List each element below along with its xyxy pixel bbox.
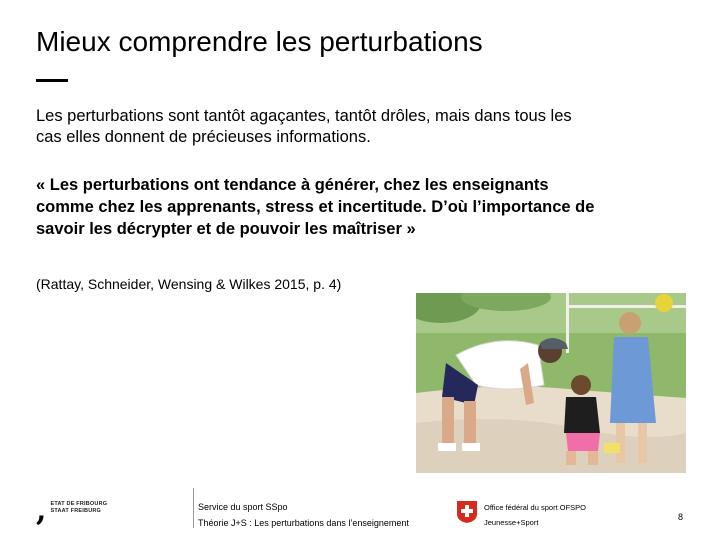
state-logo-text <box>50 500 107 515</box>
footer-divider <box>193 488 194 528</box>
state-logo <box>36 493 108 528</box>
title-underline <box>36 79 68 82</box>
page-number: 8 <box>678 512 684 522</box>
intro-text: Les perturbations sont tantôt agaçantes, tantôt drôles, mais dans tous les cas elles donnent de précieuses informations. <box>36 107 572 146</box>
footer-service-info <box>198 499 409 531</box>
photo-coach-with-children <box>416 293 686 473</box>
footer-js: Jeunesse+Sport <box>484 518 539 527</box>
citation-text: (Rattay, Schneider, Wensing & Wilkes 2015, p. 4) <box>36 276 342 292</box>
footer-service-line1: Service du sport SSpo <box>198 502 288 512</box>
swiss-flag-icon <box>456 500 478 524</box>
slide-title: Mieux comprendre les perturbations <box>36 26 483 57</box>
state-logo-line2: STAAT FREIBURG <box>50 508 102 514</box>
footer-service-line2: Théorie J+S : Les perturbations dans l’enseignement <box>198 518 409 528</box>
quote-text: « Les perturbations ont tendance à générer, chez les enseignants comme chez les apprenants, stress et incertitude. D’où l’importance de savoir les décrypter et de pouvoir les maîtriser » <box>36 176 595 238</box>
state-logo-line1: ETAT DE FRIBOURG <box>50 501 108 507</box>
comma-logo-icon: , <box>36 493 47 528</box>
footer-ofspo: Office fédéral du sport OFSPO <box>484 503 586 512</box>
